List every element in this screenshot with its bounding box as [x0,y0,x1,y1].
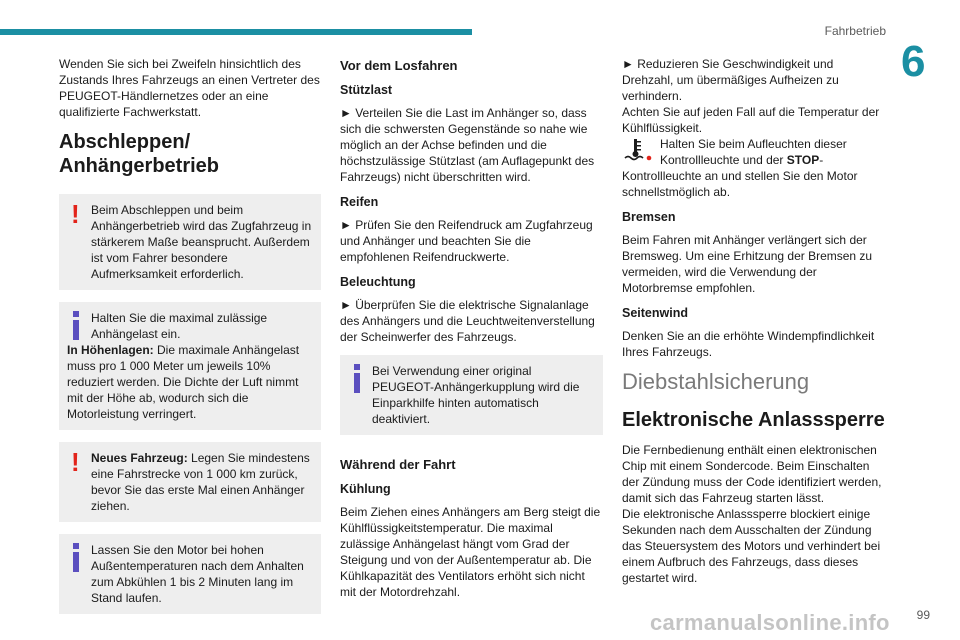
warning-bold-label: Neues Fahrzeug: [91,451,188,465]
warning-exclamation-icon: ! [71,199,80,229]
heading-before-departure: Vor dem Losfahren [340,58,458,73]
warning-exclamation-icon: ! [71,447,80,477]
watermark: carmanualsonline.info [650,610,890,635]
warning-light-text-a: Halten Sie beim Aufleuchten dieser Kontrollleuchte und der [660,137,847,167]
page-number: 99 [916,608,930,622]
chapter-number: 6 [901,37,926,86]
info-bold-label: In Höhenlagen: [67,343,154,357]
paragraph-immobiliser-2: Die elektronische Anlasssperre blockiert einige Sekunden nach dem Ausschalten der Zündung das Steuersystem des Motors und verhindert bei einem Aufbruch des Fahrzeugs, dass dieses gestartet wird. [622,507,881,585]
warning-text: Beim Abschleppen und beim Anhängerbetrieb wird das Zugfahrzeug in stärkerem Maße beansprucht. Außerdem ist vom Fahrer besondere Aufmerksamkeit erforderlich. [91,203,312,281]
paragraph-warning-light [622,136,887,200]
column-3 [622,56,887,596]
info-icon [354,364,362,392]
heading-while-driving: Während der Fahrt [340,457,456,472]
paragraph-coolant-temp: Achten Sie auf jeden Fall auf die Temperatur der Kühlflüssigkeit. [622,105,880,135]
info-box-trailer-load [59,302,321,430]
paragraph-lighting: ► Überprüfen Sie die elektrische Signalanlage des Anhängers und die Leuchtweitenverstellung der Scheinwerfer des Fahrzeugs. [340,298,595,344]
column-2 [340,56,603,610]
heading-anti-theft: Diebstahlsicherung [622,369,810,394]
info-box-parking-sensors [340,355,603,435]
info-box-cooldown [59,534,321,614]
header-accent-bar [0,29,472,35]
heading-towing: Abschleppen/ Anhängerbetrieb [59,131,220,177]
reduce-speed-text: ► Reduzieren Sie Geschwindigkeit und Drehzahl, um übermäßiges Aufheizen zu verhindern. [622,57,839,103]
subheading-cooling: Kühlung [340,482,391,496]
warning-text [67,447,313,514]
stop-label: STOP [786,153,820,167]
paragraph-cooling: Beim Ziehen eines Anhängers am Berg steigt die Kühlflüssigkeitstemperatur. Die maximal zulässige Anhängelast hängt vom Grad der Steigung und von der Außentemperatur ab. Die Kühlkapazität des Ventilators erhöht sich nicht mit der Motordrehzahl. [340,505,601,599]
paragraph-tyres: ► Prüfen Sie den Reifendruck am Zugfahrzeug und Anhänger und beachten Sie die empfohlenen Reifendruckwerte. [340,218,593,264]
paragraph-immobiliser-1: Die Fernbedienung enthält einen elektronischen Chip mit einem Sondercode. Beim Einschalten der Zündung muss der Code identifiziert werden, damit sich das Fahrzeug starten lässt. [622,443,882,505]
warning-box-new-vehicle [59,442,321,522]
paragraph-tongue-load: ► Verteilen Sie die Last im Anhänger so, dass sich die schwersten Gegenstände so nahe wie möglich an der Achse befinden und die höchstzulässige Stützlast (am Auflagepunkt des Fahrzeugs) nicht überschritten wird. [340,106,595,184]
coolant-temperature-warning-icon [622,138,652,162]
subheading-brakes: Bremsen [622,210,676,224]
subheading-lighting: Beleuchtung [340,275,416,289]
paragraph-reduce-speed [622,56,887,104]
warning-text-rest: Legen Sie mindestens eine Fahrstrecke von 1 000 km zurück, bevor Sie das erste Mal einen Anhänger ziehen. [91,451,310,513]
subheading-tongue-load: Stützlast [340,83,393,97]
info-text: Bei Verwendung einer original PEUGEOT-Anhängerkupplung wird die Einparkhilfe hinten automatisch deaktiviert. [372,364,580,426]
column-1 [59,56,321,626]
warning-light-text-b: -Kontrollleuchte an und stellen Sie den Motor schnellstmöglich ab. [622,153,858,199]
info-text: Lassen Sie den Motor bei hohen Außentemperaturen nach dem Anhalten zum Abkühlen 1 bis 2 Minuten lang im Stand laufen. [91,543,304,605]
heading-immobiliser: Elektronische Anlasssperre [622,409,885,431]
subheading-crosswind: Seitenwind [622,306,688,320]
info-text-body [67,343,299,421]
info-icon [73,311,81,339]
info-text-line: Halten Sie die maximal zulässige Anhängelast ein. [91,311,268,341]
info-icon [73,543,81,571]
intro-paragraph: Wenden Sie sich bei Zweifeln hinsichtlich des Zustands Ihres Fahrzeugs an einen Vertreter des PEUGEOT-Händlernetzes oder an eine qualifizierte Fachwerkstatt. [59,57,320,119]
subheading-tyres: Reifen [340,195,379,209]
paragraph-brakes: Beim Fahren mit Anhänger verlängert sich der Bremsweg. Um eine Erhitzung der Bremsen zu vermeiden, wird die Verwendung der Motorbremse empfohlen. [622,233,873,295]
info-text-rest: Die maximale Anhängelast muss pro 1 000 Meter um jeweils 10% reduziert werden. Die Dichte der Luft nimmt mit der Höhe ab, wodurch sich die Motorleistung verringert. [67,343,300,421]
paragraph-crosswind: Denken Sie an die erhöhte Windempfindlichkeit Ihres Fahrzeugs. [622,329,875,359]
section-title: Fahrbetrieb [824,24,886,38]
warning-box-towing [59,194,321,290]
